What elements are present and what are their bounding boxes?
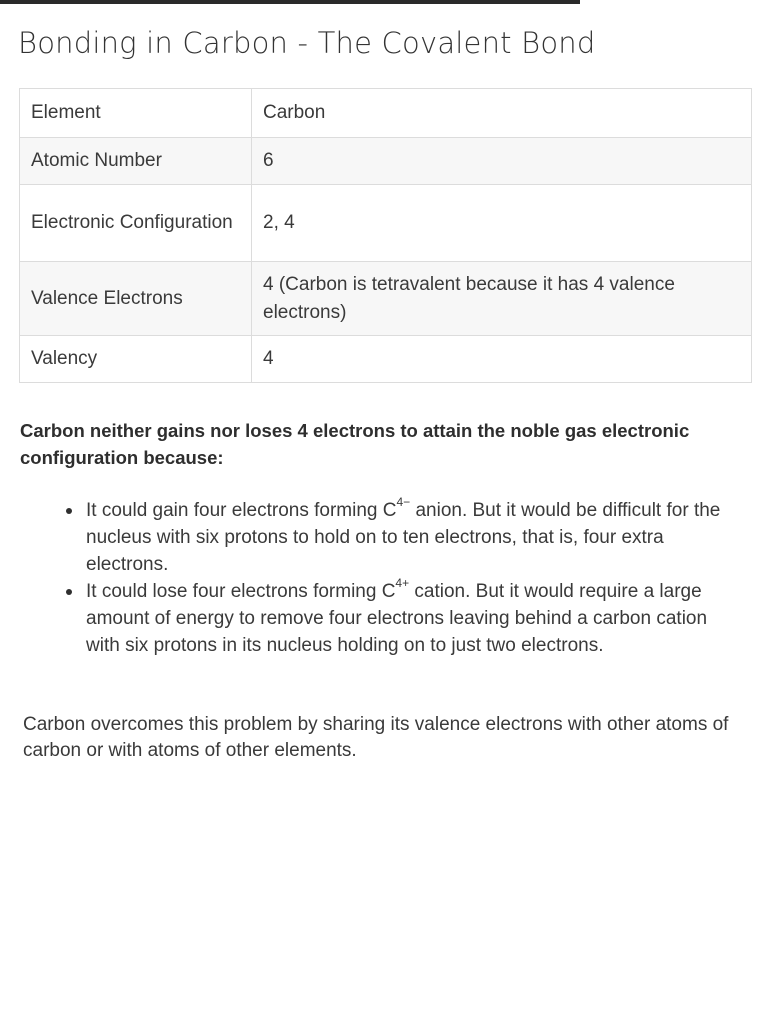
table-row [20,262,752,336]
conclusion-paragraph: Carbon overcomes this problem by sharing its valence electrons with other atoms of carbon or with atoms of other elements. [23,714,729,761]
table-row [20,138,752,185]
list-item [62,494,738,578]
ion-charge-superscript: 4− [396,494,411,509]
top-progress-bar [0,0,580,4]
table-label-cell: Valence Electrons [20,262,252,336]
list-item-text-end: anion. But it would be difficult for the nucleus with six protons to hold on to ten electrons, that is, four extra electrons. [86,500,721,575]
list-item-text-end: cation. But it would require a large amount of energy to remove four electrons leaving behind a carbon cation with six protons in its nucleus holding on to just two electrons. [86,581,708,656]
list-item [62,575,738,659]
table-label-cell: Atomic Number [20,138,252,185]
table-row [20,89,752,138]
table-row [20,185,752,262]
table-label-cell: Electronic Configuration [20,185,252,262]
table-value-cell: Carbon [252,89,752,138]
list-item-text-start: It could lose four electrons forming C [86,581,396,602]
bullet-icon [66,508,72,514]
page-title: Bonding in Carbon - The Covalent Bond [18,26,596,60]
table-label-cell: Element [20,89,252,138]
table-value-cell: 4 [252,336,752,383]
table-value-cell: 6 [252,138,752,185]
table-label-cell: Valency [20,336,252,383]
bullet-icon [66,589,72,595]
list-item-text-start: It could gain four electrons forming C [86,500,397,521]
table-value-cell: 2, 4 [252,185,752,262]
reasons-list [62,494,738,659]
carbon-properties-table [19,88,752,383]
ion-charge-superscript: 4+ [395,575,410,590]
table-value-cell: 4 (Carbon is tetravalent because it has 4 valence electrons) [252,262,752,336]
table-row [20,336,752,383]
reasons-heading: Carbon neither gains nor loses 4 electrons to attain the noble gas electronic configuration because: [20,420,690,468]
